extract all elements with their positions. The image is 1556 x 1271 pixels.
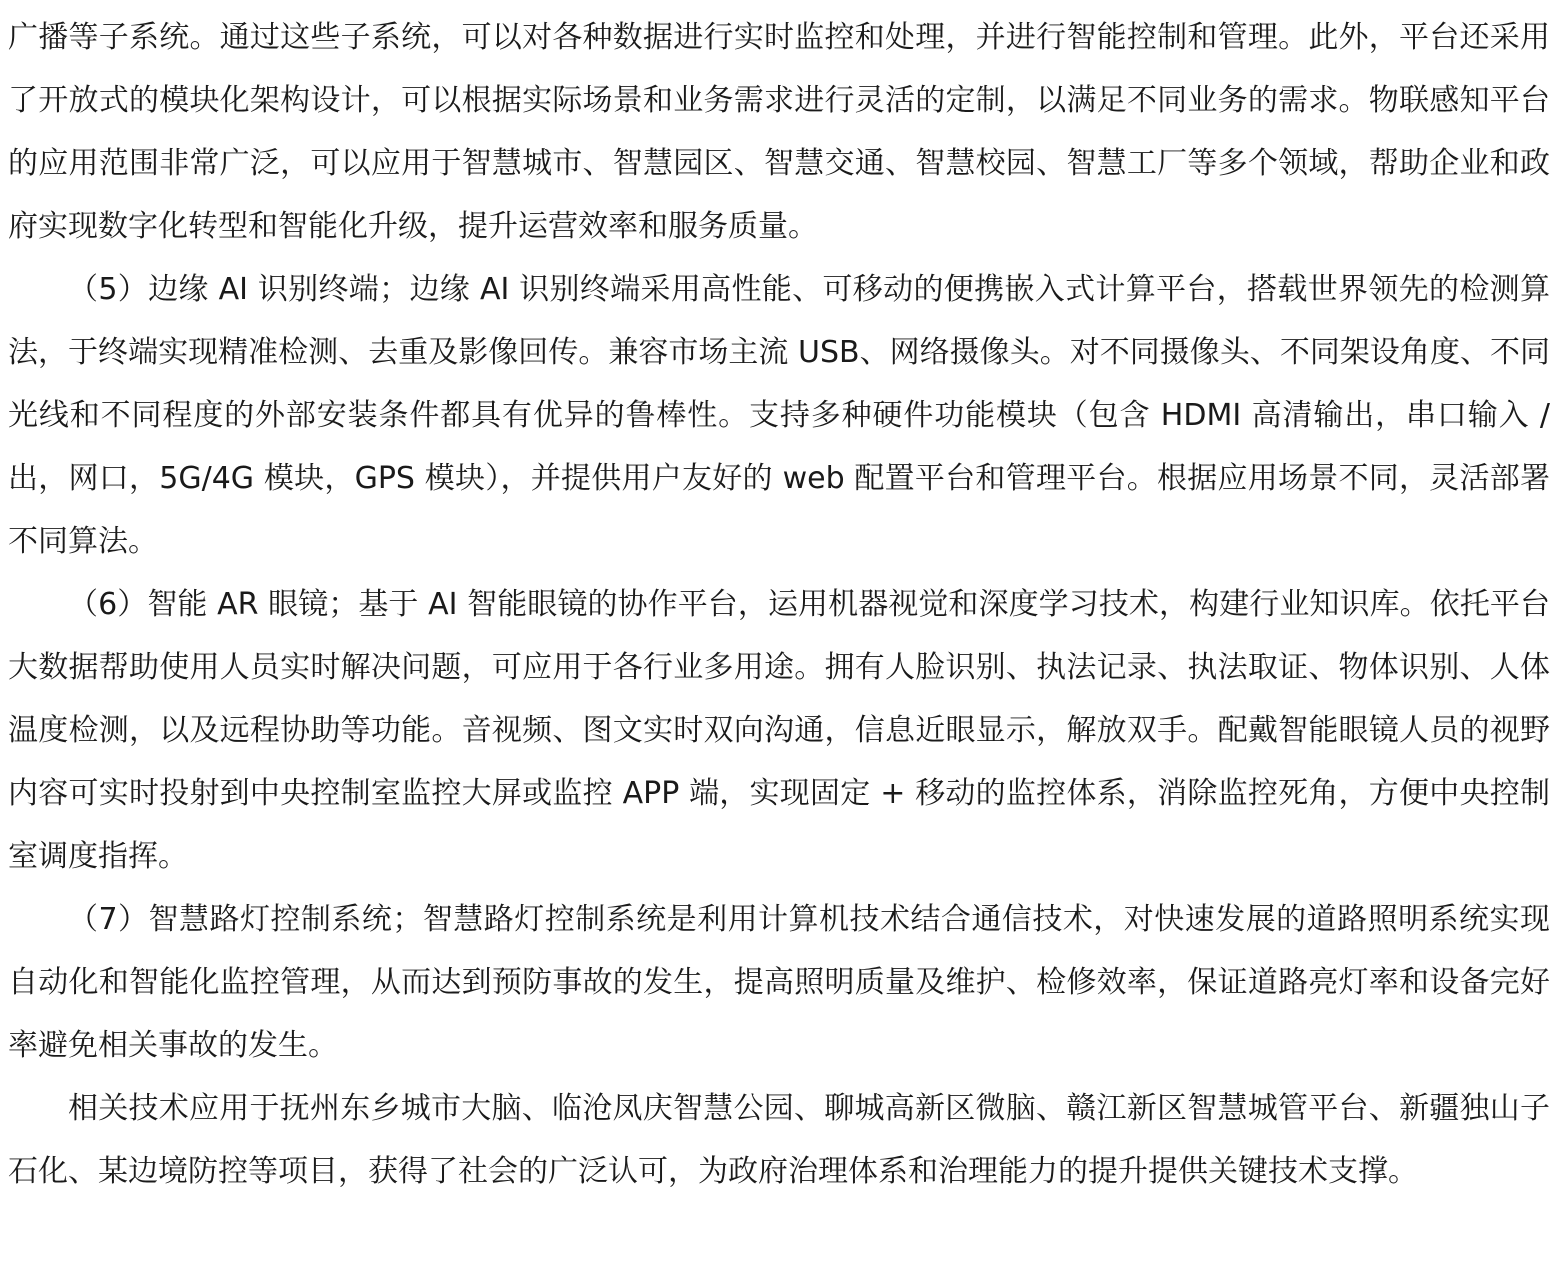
paragraph-edge-ai-terminal: （5）边缘 AI 识别终端；边缘 AI 识别终端采用高性能、可移动的便携嵌入式计算平台，搭载世界领先的检测算法，于终端实现精准检测、去重及影像回传。兼容市场主流 USB、网络摄像头。对不同摄像头、不同架设角度、不同光线和不同程度的外部安装条件都具有优异的鲁棒性。支持多种硬件功能模块（包含 HDMI 高清输出，串口输入 / 出，网口，5G/4G 模块，GPS 模块），并提供用户友好的 web 配置平台和管理平台。根据应用场景不同，灵活部署不同算法。 [8, 272, 1550, 559]
paragraph-applications: 相关技术应用于抚州东乡城市大脑、临沧凤庆智慧公园、聊城高新区微脑、赣江新区智慧城管平台、新疆独山子石化、某边境防控等项目，获得了社会的广泛认可，为政府治理体系和治理能力的提升提供关键技术支撑。 [8, 1091, 1550, 1189]
paragraph-smart-ar-glasses: （6）智能 AR 眼镜；基于 AI 智能眼镜的协作平台，运用机器视觉和深度学习技术，构建行业知识库。依托平台大数据帮助使用人员实时解决问题，可应用于各行业多用途。拥有人脸识别、执法记录、执法取证、物体识别、人体温度检测，以及远程协助等功能。音视频、图文实时双向沟通，信息近眼显示，解放双手。配戴智能眼镜人员的视野内容可实时投射到中央控制室监控大屏或监控 APP 端，实现固定 + 移动的监控体系，消除监控死角，方便中央控制室调度指挥。 [8, 587, 1550, 874]
paragraph-intro: 广播等子系统。通过这些子系统，可以对各种数据进行实时监控和处理，并进行智能控制和管理。此外，平台还采用了开放式的模块化架构设计，可以根据实际场景和业务需求进行灵活的定制，以满足不同业务的需求。物联感知平台的应用范围非常广泛，可以应用于智慧城市、智慧园区、智慧交通、智慧校园、智慧工厂等多个领域，帮助企业和政府实现数字化转型和智能化升级，提升运营效率和服务质量。 [8, 20, 1550, 244]
document-page [8, 6, 1550, 1203]
paragraph-smart-streetlight: （7）智慧路灯控制系统；智慧路灯控制系统是利用计算机技术结合通信技术，对快速发展的道路照明系统实现自动化和智能化监控管理，从而达到预防事故的发生，提高照明质量及维护、检修效率，保证道路亮灯率和设备完好率避免相关事故的发生。 [8, 902, 1550, 1063]
